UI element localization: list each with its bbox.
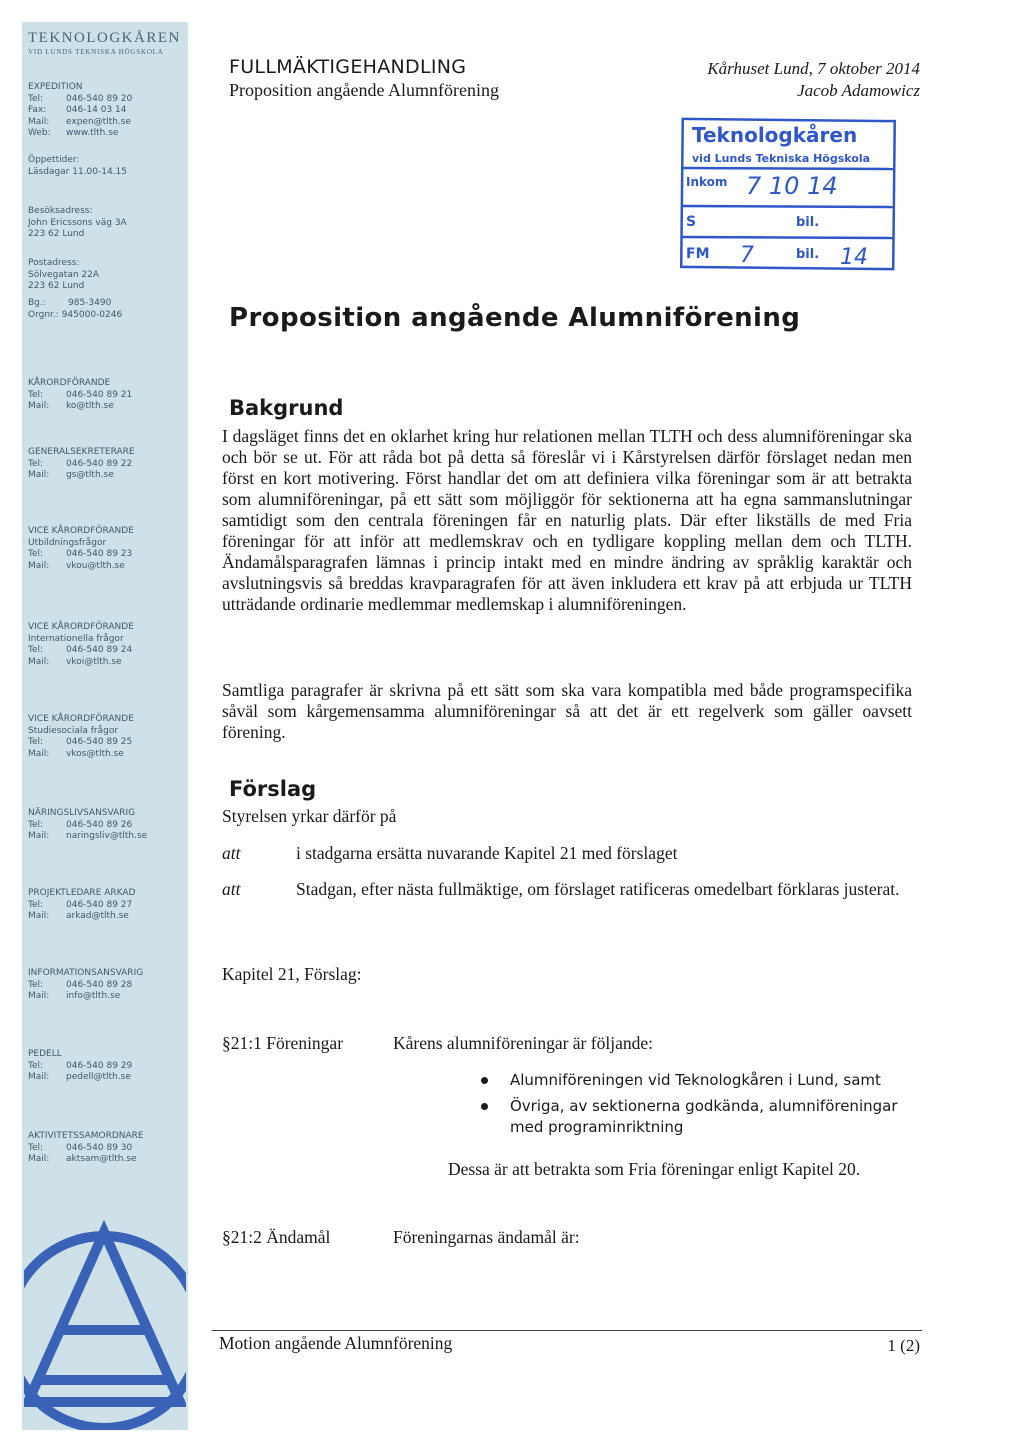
stamp-inkom-date: 7 10 14 — [746, 172, 838, 200]
org-name: TEKNOLOGKÅREN — [28, 30, 181, 46]
registry-numbers: Bg.: 985-3490 Orgnr.: 945000-0246 — [28, 298, 123, 320]
motion-text: Stadgan, efter nästa fullmäktige, om förslaget ratificeras omedelbart förklaras justerat. — [296, 879, 900, 899]
section-lead: Kårens alumniföreningar är följande: — [393, 1033, 653, 1053]
expedition-row: Mail: expen@tlth.se — [28, 116, 132, 127]
chapter-label: Kapitel 21, Förslag: — [222, 964, 362, 984]
contact-block: VICE KÅRORDFÖRANDE Utbildningsfrågor Tel: 046-540 89 23 Mail: vkou@tlth.se — [28, 526, 134, 571]
contact-block: VICE KÅRORDFÖRANDE Studiesociala frågor Tel: 046-540 89 25 Mail: vkos@tlth.se — [28, 714, 134, 759]
contact-block: PEDELL Tel: 046-540 89 29 Mail: pedell@tlth.se — [28, 1049, 133, 1082]
postal-address: Postadress: Sölvegatan 22A 223 62 Lund — [28, 258, 100, 291]
stamp-s-bil-label: bil. — [796, 215, 820, 230]
stamp-inkom-label: Inkom — [686, 175, 728, 189]
background-paragraph-2: Samtliga paragrafer är skrivna på ett sätt som ska vara kompatibla med både programspecifika såväl som kårgemensamma alumniföreningar så att det är ett regelverk som gäller oavsett förening. — [222, 680, 912, 742]
document-title: Proposition angående Alumniförening — [229, 303, 801, 333]
section-number: §21:2 Ändamål — [222, 1227, 331, 1247]
visit-address: Besöksadress: John Ericssons väg 3A 223 62 Lund — [28, 206, 127, 239]
background-paragraph-1: I dagsläget finns det en oklarhet kring hur relationen mellan TLTH och dess alumniföreningar ska och bör se ut. För att råda bot på detta så föreslår vi i Kårstyrelsen därför förslaget nedan men först en kort motivering. Först handlar det om att definiera vilka föreningar som är att betrakta som alumniföreningar, på ett sätt som möjliggör för sektionerna att ha egna sammanslutningar samtidigt som den centrala föreningen får en naturlig plats. Där efter likställs de med Fria föreningar för att inför att medlemskrav och en tydligare koppling mellan dem och TLTH. Ändamålsparagrafen lämnas i princip intakt med en mindre ändring av språklig karaktär och avslutningsvis så breddas kravparagrafen för att även inkludera ett krav på att erbjuda ur TLTH utträdande ordinarie medlemmar medlemskap i alumniföreningen. — [222, 426, 912, 614]
stamp-line1: Teknologkåren — [692, 123, 858, 147]
proposal-intro: Styrelsen yrkar därför på — [222, 806, 397, 826]
footer-divider — [212, 1330, 922, 1331]
section-closing: Dessa är att betrakta som Fria föreningar enligt Kapitel 20. — [448, 1159, 861, 1179]
stamp-fm-bil-value: 14 — [840, 245, 868, 270]
document-subtitle: Proposition angående Alumnförening — [229, 80, 499, 100]
stamp-s-label: S — [686, 214, 697, 230]
contact-block: NÄRINGSLIVSANSVARIG Tel: 046-540 89 26 Mail: naringsliv@tlth.se — [28, 808, 148, 841]
opening-hours: Öppettider: Läsdagar 11.00-14.15 — [28, 155, 128, 177]
expedition-heading: EXPEDITION — [28, 82, 83, 92]
section-heading-background: Bakgrund — [229, 396, 344, 420]
expedition-row: Fax: 046-14 03 14 — [28, 105, 127, 115]
letterhead-sidebar — [22, 22, 188, 1430]
stamp-fm-value: 7 — [740, 243, 754, 268]
received-stamp — [676, 112, 900, 274]
place-date-author — [707, 58, 920, 102]
stamp-fm-bil-label: bil. — [796, 247, 820, 262]
section-heading-proposal: Förslag — [229, 777, 317, 801]
motion-text: i stadgarna ersätta nuvarande Kapitel 21 med förslaget — [296, 843, 678, 863]
motion-att: att — [222, 843, 241, 863]
list-item: Övriga, av sektionerna godkända, alumniföreningar med programinriktning — [480, 1096, 920, 1138]
motion-att: att — [222, 879, 241, 899]
place-date: Kårhuset Lund, 7 oktober 2014 — [707, 59, 920, 78]
contact-block: GENERALSEKRETERARE Tel: 046-540 89 22 Mail: gs@tlth.se — [28, 447, 135, 480]
document-type-title: FULLMÄKTIGEHANDLING — [229, 56, 467, 78]
contact-block: PROJEKTLEDARE ARKAD Tel: 046-540 89 27 Mail: arkad@tlth.se — [28, 888, 136, 921]
section-number: §21:1 Föreningar — [222, 1033, 344, 1053]
contact-block: AKTIVITETSSAMORDNARE Tel: 046-540 89 30 Mail: aktsam@tlth.se — [28, 1131, 144, 1164]
contact-block: VICE KÅRORDFÖRANDE Internationella frågor Tel: 046-540 89 24 Mail: vkoi@tlth.se — [28, 622, 134, 667]
section-bullet-list — [480, 1070, 920, 1143]
expedition-row: Tel: 046-540 89 20 — [28, 93, 133, 104]
expedition-block — [28, 82, 186, 140]
expedition-row: Web: www.tlth.se — [28, 128, 119, 138]
contact-block: INFORMATIONSANSVARIG Tel: 046-540 89 28 Mail: info@tlth.se — [28, 968, 144, 1001]
contact-block: KÅRORDFÖRANDE Tel: 046-540 89 21 Mail: ko@tlth.se — [28, 378, 133, 411]
list-item: Alumniföreningen vid Teknologkåren i Lund, samt — [480, 1070, 920, 1091]
stamp-line2: vid Lunds Tekniska Högskola — [692, 152, 871, 165]
org-subtitle: VID LUNDS TEKNISKA HÖGSKOLA — [28, 48, 164, 56]
stamp-fm-label: FM — [686, 246, 710, 262]
page-number: 1 (2) — [887, 1336, 920, 1355]
section-lead: Föreningarnas ändamål är: — [393, 1227, 580, 1247]
footer-title: Motion angående Alumnförening — [219, 1333, 453, 1353]
author: Jacob Adamowicz — [797, 81, 920, 100]
teknologkaren-logo-icon — [24, 1202, 186, 1430]
